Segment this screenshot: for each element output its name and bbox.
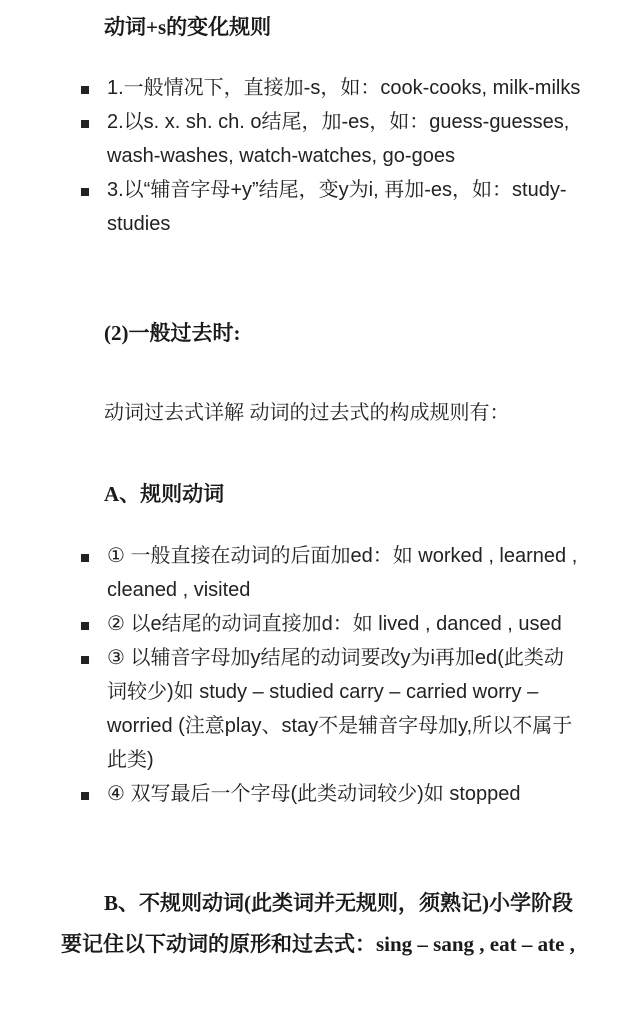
- irregular-verbs-paragraph: [61, 883, 581, 965]
- bullet-icon: [81, 656, 89, 664]
- past-tense-intro: 动词过去式详解 动词的过去式的构成规则有：: [104, 402, 510, 424]
- list-item-text: 1.一般情况下，直接加-s，如：cook-cooks, milk-milks: [107, 77, 581, 99]
- section-heading-past-tense: (2)一般过去时:: [104, 321, 241, 345]
- section-heading-s-rules: 动词+s的变化规则: [104, 15, 272, 39]
- bullet-icon: [81, 792, 89, 800]
- list-item: [0, 539, 582, 607]
- bullet-icon: [81, 120, 89, 128]
- list-item: [0, 173, 582, 241]
- list-item-text: ② 以e结尾的动词直接加d：如 lived , danced , used: [107, 613, 562, 635]
- subheading-regular-verbs: A、规则动词: [104, 482, 225, 506]
- list-item: [0, 777, 582, 811]
- list-item-text: 2.以s. x. sh. ch. o结尾，加-es，如：guess-guesses, wash-washes, watch-watches, go-goes: [107, 111, 570, 167]
- bullet-icon: [81, 86, 89, 94]
- bullet-icon: [81, 622, 89, 630]
- list-item: [0, 607, 582, 641]
- list-item-text: ③ 以辅音字母加y结尾的动词要改y为i再加ed(此类动词较少)如 study – studied carry – carried worry – worried (注意play、stay不是辅音字母加y,所以不属于此类): [107, 647, 573, 771]
- list-item-text: 3.以“辅音字母+y”结尾，变y为i, 再加-es，如：study-studies: [107, 179, 567, 235]
- bullet-icon: [81, 188, 89, 196]
- bullet-icon: [81, 554, 89, 562]
- list-item: [0, 71, 582, 105]
- list-item: [0, 641, 582, 777]
- list-item-text: ① 一般直接在动词的后面加ed：如 worked , learned , cleaned , visited: [107, 545, 578, 601]
- irregular-verbs-text: B、不规则动词(此类词并无规则，须熟记)小学阶段要记住以下动词的原形和过去式：sing – sang , eat – ate ,: [61, 891, 575, 956]
- list-item: [0, 105, 582, 173]
- s-rules-list: [0, 71, 640, 241]
- list-item-text: ④ 双写最后一个字母(此类动词较少)如 stopped: [107, 783, 521, 805]
- regular-verbs-list: [0, 539, 640, 811]
